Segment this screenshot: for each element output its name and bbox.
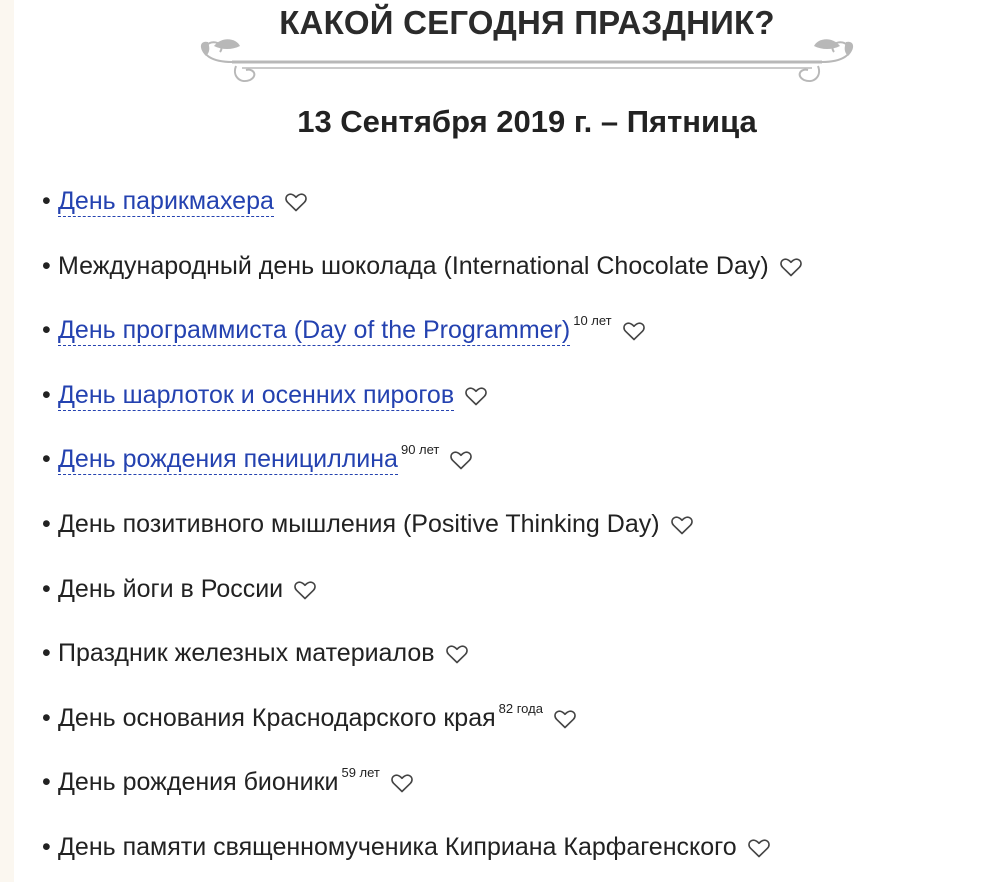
bullet: •	[42, 187, 51, 215]
date-heading: 13 Сентября 2019 г. – Пятница	[297, 104, 757, 139]
holiday-item	[42, 828, 803, 893]
page-title: КАКОЙ СЕГОДНЯ ПРАЗДНИК?	[279, 4, 775, 41]
holiday-name: День рождения бионики	[58, 768, 339, 797]
heart-outline-icon[interactable]	[293, 578, 317, 602]
holiday-name: Праздник железных материалов	[58, 639, 435, 668]
holiday-item	[42, 376, 803, 441]
bullet: •	[42, 316, 51, 345]
bullet: •	[42, 574, 51, 603]
bullet: •	[42, 639, 51, 668]
bullet: •	[42, 703, 51, 732]
heart-outline-icon[interactable]	[449, 448, 473, 472]
holiday-name: День памяти священномученика Киприана Карфагенского	[58, 832, 737, 861]
holiday-name: День основания Краснодарского края	[58, 703, 496, 732]
heart-outline-icon[interactable]	[390, 771, 414, 795]
holiday-list	[42, 182, 803, 893]
holiday-item	[42, 699, 803, 764]
holiday-item	[42, 440, 803, 505]
heart-outline-icon[interactable]	[284, 190, 308, 214]
heart-outline-icon[interactable]	[553, 707, 577, 731]
holiday-link[interactable]: День парикмахера	[58, 187, 274, 215]
bullet: •	[42, 380, 51, 409]
holiday-item	[42, 182, 803, 247]
ornament-divider	[192, 36, 862, 88]
holiday-item	[42, 311, 803, 376]
holiday-link[interactable]: День шарлоток и осенних пирогов	[58, 380, 455, 409]
holiday-link[interactable]: День рождения пенициллина	[58, 445, 398, 474]
bullet: •	[42, 832, 51, 861]
bullet: •	[42, 509, 51, 538]
holiday-item	[42, 505, 803, 570]
heart-outline-icon[interactable]	[670, 513, 694, 537]
heart-outline-icon[interactable]	[464, 384, 488, 408]
anniversary-badge: 10 лет	[573, 313, 612, 329]
anniversary-badge: 90 лет	[400, 442, 440, 458]
heart-outline-icon[interactable]	[779, 255, 803, 279]
holiday-item	[42, 570, 803, 635]
heart-outline-icon[interactable]	[622, 319, 646, 343]
bullet: •	[42, 445, 51, 474]
holiday-item	[42, 763, 803, 828]
holiday-name: День позитивного мышления (Positive Thinking Day)	[58, 509, 660, 538]
holiday-link[interactable]: День программиста (Day of the Programmer)	[58, 316, 571, 345]
bullet: •	[42, 251, 51, 280]
holiday-item	[42, 247, 803, 312]
heart-outline-icon[interactable]	[747, 836, 771, 860]
bullet: •	[42, 768, 51, 797]
anniversary-badge: 59 лет	[341, 765, 380, 781]
holiday-name: День йоги в России	[58, 574, 284, 603]
heart-outline-icon[interactable]	[445, 642, 469, 666]
anniversary-badge: 82 года	[498, 700, 543, 716]
holiday-item	[42, 634, 803, 699]
holiday-name: Международный день шоколада (International Chocolate Day)	[58, 251, 769, 280]
